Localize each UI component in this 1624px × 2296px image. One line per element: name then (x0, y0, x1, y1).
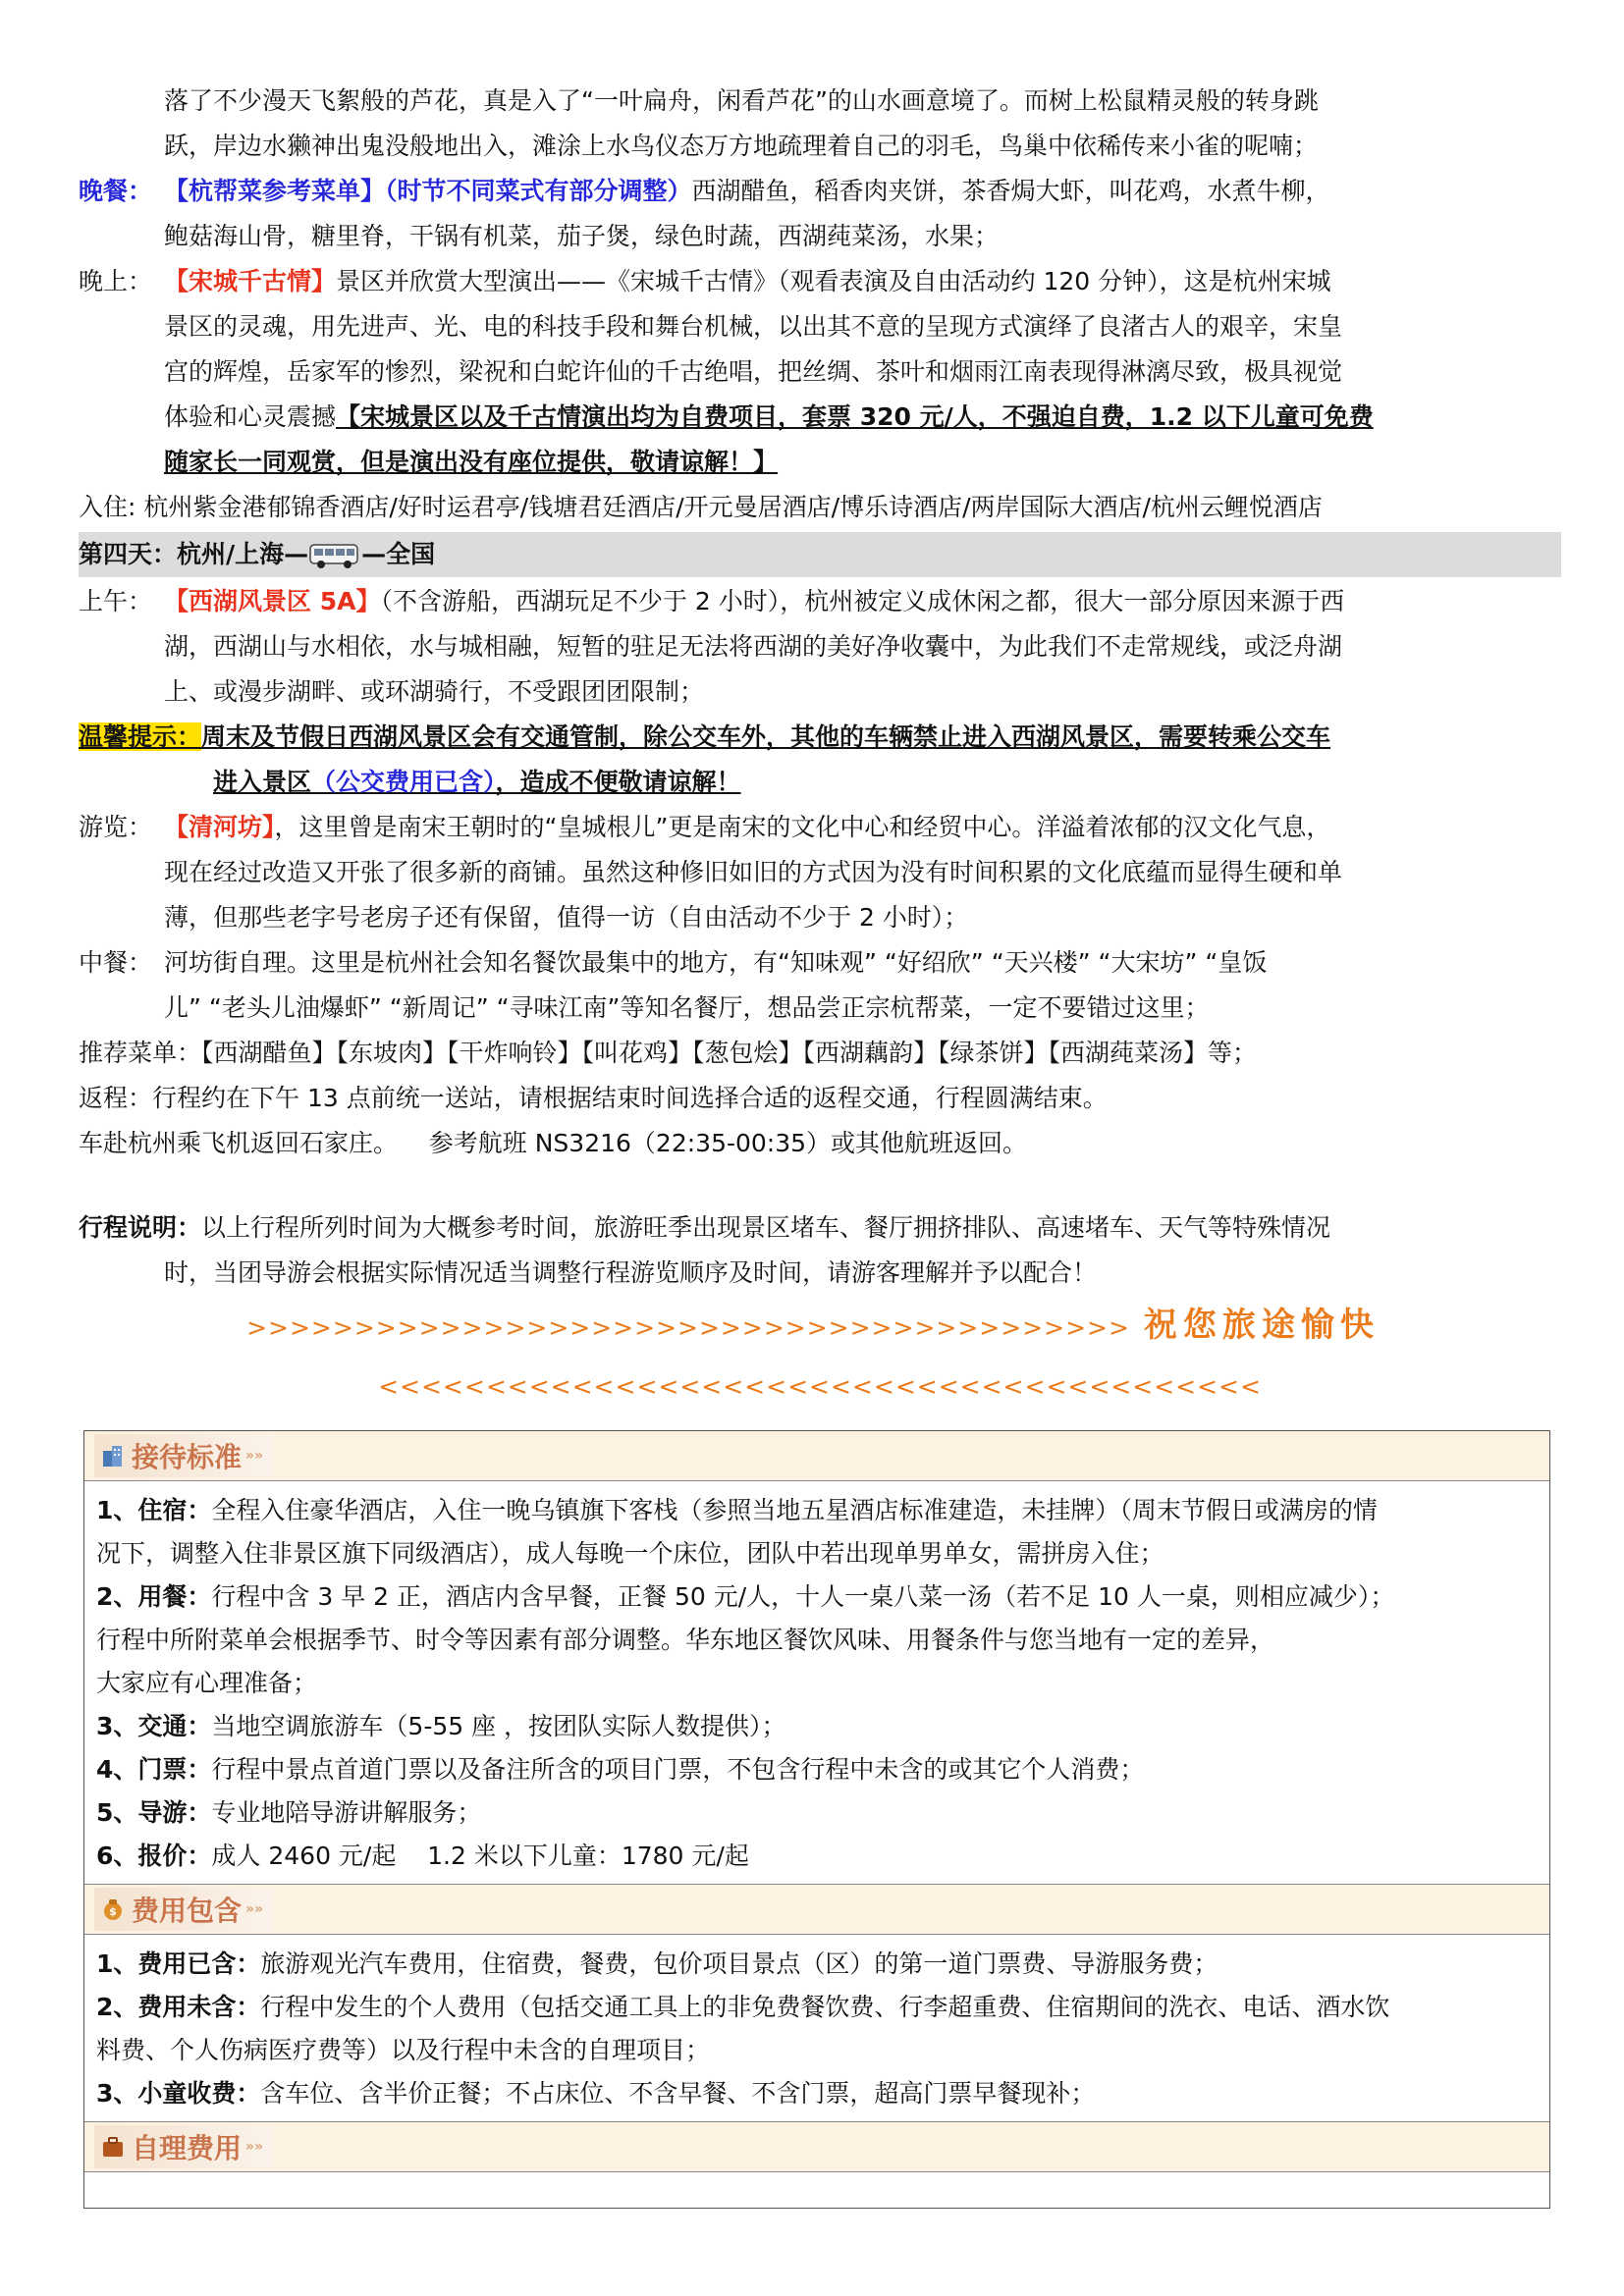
lunch-label: 中餐： (79, 948, 153, 977)
item-key: 2、用餐： (96, 1582, 212, 1611)
item-text: 旅游观光汽车费用，住宿费，餐费，包价项目景点（区）的第一道门票费、导游服务费； (260, 1949, 1218, 1978)
cost-item-child (84, 2072, 1549, 2115)
evening-text-4: 体验和心灵震撼 (164, 402, 337, 431)
morning-text-1: （不含游船，西湖玩足不少于 2 小时），杭州被定义成休闲之都，很大一部分原因来源于西 (380, 587, 1345, 615)
tip-text-2c: ，造成不便敬请谅解！ (495, 768, 741, 796)
tip-section (79, 715, 1561, 760)
standards-list (84, 1481, 1549, 1884)
dinner-text-2: 鲍菇海山骨，糖里脊，干锅有机菜，茄子煲，绿色时蔬，西湖莼菜汤，水果； (164, 222, 1000, 250)
return-trip: 返程：行程约在下午 13 点前统一送站，请根据结束时间选择合适的返程交通，行程圆满结束。 (79, 1084, 1108, 1112)
item-text: 全程入住豪华酒店，入住一晚乌镇旗下客栈（参照当地五星酒店标准建造，未挂牌）（周末节假日或满房的情 (211, 1496, 1378, 1524)
hotel-line: 入住: 杭州紫金港郁锦香酒店/好时运君亭/钱塘君廷酒店/开元曼居酒店/博乐诗酒店/两岸国际大酒店/杭州云鲤悦酒店 (79, 493, 1323, 521)
item-key: 1、费用已含： (96, 1949, 261, 1978)
standard-item-meals-cont: 行程中所附菜单会根据季节、时令等因素有部分调整。华东地区餐饮风味、用餐条件与您当地有一定的差异， (96, 1626, 1275, 1654)
morning-text-3: 上、或漫步湖畔、或环湖骑行，不受跟团团限制； (164, 677, 705, 706)
itinerary-note-text-1: 以上行程所列时间为大概参考时间，旅游旺季出现景区堵车、餐厅拥挤排队、高速堵车、天气等特殊情况 (201, 1213, 1331, 1242)
item-text: 行程中发生的个人费用（包括交通工具上的非免费餐饮费、行李超重费、住宿期间的洗衣、电话、酒水饮 (260, 1993, 1390, 2021)
evening-text-2: 景区的灵魂，用先进声、光、电的科技手段和舞台机械，以出其不意的呈现方式演绎了良渚古人的艰辛，宋皇 (164, 312, 1343, 341)
standard-item-transport (84, 1705, 1549, 1748)
dinner-section (79, 169, 1561, 214)
coin-bag-icon (100, 1896, 126, 1922)
tour-text-3: 薄，但那些老字号老房子还有保留，值得一访（自由活动不少于 2 小时）； (164, 903, 969, 932)
decorative-arrows-icon: »» (245, 1448, 264, 1464)
intro-line-1: 落了不少漫天飞絮般的芦花，真是入了“一叶扁舟，闲看芦花”的山水画意境了。而树上松鼠精灵般的转身跳 (164, 86, 1319, 115)
tip-text-2b: （公交费用已含） (311, 768, 496, 796)
morning-label: 上午： (79, 587, 153, 615)
decorative-arrows-icon: »» (245, 2139, 264, 2155)
suitcase-icon (100, 2134, 126, 2160)
farewell-banner (79, 1296, 1561, 1416)
self-pay-header (84, 2121, 1549, 2172)
item-text: 成人 2460 元/起 1.2 米以下儿童：1780 元/起 (211, 1842, 749, 1870)
bus-icon (308, 541, 361, 570)
flight-info: 车赴杭州乘飞机返回石家庄。 参考航班 NS3216（22:35-00:35）或其他航班返回。 (79, 1129, 1028, 1157)
self-pay-title-tab (94, 2125, 273, 2168)
itinerary-note-label: 行程说明： (79, 1213, 202, 1242)
service-info-table (83, 1430, 1550, 2209)
day-4-left: 第四天：杭州/上海— (79, 540, 309, 568)
lunch-text-1: 河坊街自理。这里是杭州社会知名餐饮最集中的地方，有“知味观” “好绍欣” “天兴楼” “大宋坊” “皇饭 (164, 948, 1268, 977)
standard-item-tickets (84, 1748, 1549, 1791)
standard-item-lodging (84, 1489, 1549, 1532)
item-key: 3、小童收费： (96, 2079, 261, 2108)
decorative-arrows-icon: »» (245, 1901, 264, 1917)
standard-item-meals (84, 1575, 1549, 1619)
item-key: 6、报价： (96, 1842, 212, 1870)
cost-item-excluded-cont: 料费、个人伤病医疗费等）以及行程中未含的自理项目； (96, 2036, 711, 2064)
tour-tag: 【清河坊】 (164, 813, 275, 841)
standard-item-price (84, 1835, 1549, 1878)
lunch-text-2: 儿” “老头儿油爆虾” “新周记” “寻味江南”等知名餐厅，想品尝正宗杭帮菜，一定不要错过这里； (164, 993, 1210, 1022)
evening-label: 晚上： (79, 267, 153, 295)
evening-text-4-row (79, 395, 1561, 440)
costs-header (84, 1884, 1549, 1935)
evening-tag: 【宋城千古情】 (164, 267, 337, 295)
banner-title: 祝您旅途愉快 (1143, 1306, 1380, 1345)
cost-item-included (84, 1943, 1549, 1986)
morning-text-2: 湖，西湖山与水相依，水与城相融，短暂的驻足无法将西湖的美好净收囊中，为此我们不走常规线，或泛舟湖 (164, 632, 1343, 661)
standards-header (84, 1431, 1549, 1481)
tour-label: 游览： (79, 813, 153, 841)
standard-item-guide (84, 1791, 1549, 1835)
intro-line-2: 跃，岸边水獭神出鬼没般地出入，滩涂上水鸟仪态万方地疏理着自己的羽毛，鸟巢中依稀传来小雀的呢喃； (164, 132, 1319, 160)
itinerary-note (79, 1205, 1561, 1251)
recommend-menu: 推荐菜单：【西湖醋鱼】【东坡肉】【干炸响铃】【叫花鸡】【葱包烩】【西湖藕韵】【绿茶饼】【西湖莼菜汤】等； (79, 1039, 1258, 1067)
morning-section (79, 579, 1561, 624)
item-text: 行程中含 3 早 2 正，酒店内含早餐，正餐 50 元/人，十人一桌八菜一汤（若不足 10 人一桌，则相应减少）； (211, 1582, 1395, 1611)
svg-text:$: $ (109, 1905, 117, 1918)
tip-text-1: 周末及节假日西湖风景区会有交通管制，除公交车外，其他的车辆禁止进入西湖风景区，需要转乘公交车 (201, 722, 1331, 751)
lunch-section (79, 940, 1561, 986)
item-text: 专业地陪导游讲解服务； (211, 1798, 482, 1827)
item-key: 2、费用未含： (96, 1993, 261, 2021)
item-text: 含车位、含半价正餐；不占床位、不含早餐、不含门票，超高门票早餐现补； (260, 2079, 1096, 2108)
dinner-label: 晚餐： (79, 177, 153, 205)
standard-item-meals-cont-2: 大家应有心理准备； (96, 1669, 318, 1697)
itinerary-note-text-2: 时，当团导游会根据实际情况适当调整行程游览顺序及时间，请游客理解并予以配合！ (164, 1258, 1098, 1287)
tour-section (79, 805, 1561, 850)
evening-text-1: 景区并欣赏大型演出——《宋城千古情》（观看表演及自由活动约 120 分钟），这是杭州宋城 (336, 267, 1331, 295)
evening-section (79, 259, 1561, 304)
tip-line-2 (79, 760, 1561, 805)
tour-text-2: 现在经过改造又开张了很多新的商铺。虽然这种修旧如旧的方式因为没有时间积累的文化底蕴而显得生硬和单 (164, 858, 1343, 886)
costs-list (84, 1935, 1549, 2121)
item-key: 5、导游： (96, 1798, 212, 1827)
self-pay-title: 自理费用 (132, 2132, 243, 2164)
evening-text-3: 宫的辉煌，岳家军的惨烈，梁祝和白蛇许仙的千古绝唱，把丝绸、茶叶和烟雨江南表现得淋漓尽致，极具视觉 (164, 357, 1343, 386)
item-text: 行程中景点首道门票以及备注所含的项目门票，不包含行程中未含的或其它个人消费； (211, 1755, 1145, 1784)
evening-note-1: 【宋城景区以及千古情演出均为自费项目，套票 320 元/人，不强迫自费，1.2 以下儿童可免费 (336, 402, 1374, 431)
morning-tag: 【西湖风景区 5A】 (164, 587, 381, 615)
itinerary-page (79, 79, 1561, 1416)
item-key: 4、门票： (96, 1755, 212, 1784)
costs-title: 费用包含 (132, 1895, 243, 1927)
standard-item-lodging-cont: 况下，调整入住非景区旗下同级酒店），成人每晚一个床位，团队中若出现单男单女，需拼房入住； (96, 1539, 1164, 1568)
banner-arrows-left: >>>>>>>>>>>>>>>>>>>>>>>>>>>>>>>>>>>>>>>>> (246, 1313, 1130, 1342)
banner-arrows-right: <<<<<<<<<<<<<<<<<<<<<<<<<<<<<<<<<<<<<<<<< (378, 1372, 1262, 1401)
evening-note-2: 随家长一同观赏，但是演出没有座位提供，敬请谅解！】 (164, 448, 779, 476)
tour-text-1: ，这里曾是南宋王朝时的“皇城根儿”更是南宋的文化中心和经贸中心。洋溢着浓郁的汉文化气息， (274, 813, 1331, 841)
standards-title: 接待标准 (132, 1441, 243, 1473)
item-key: 3、交通： (96, 1712, 212, 1740)
tip-label: 温馨提示： (79, 722, 202, 751)
item-key: 1、住宿： (96, 1496, 212, 1524)
tip-text-2a: 进入景区 (213, 768, 312, 796)
building-icon (100, 1443, 126, 1468)
day-4-header (79, 532, 1561, 577)
cost-item-excluded (84, 1986, 1549, 2029)
day-4-right: —全国 (361, 540, 436, 568)
item-text: 当地空调旅游车（5-55 座 ，按团队实际人数提供）； (211, 1712, 786, 1740)
dinner-text-1: 西湖醋鱼，稻香肉夹饼，茶香焗大虾，叫花鸡，水煮牛柳， (691, 177, 1330, 205)
standards-title-tab (94, 1434, 273, 1477)
evening-note-row (79, 440, 1561, 485)
dinner-menu-tag: 【杭帮菜参考菜单】（时节不同菜式有部分调整） (164, 177, 692, 205)
costs-title-tab (94, 1888, 273, 1931)
